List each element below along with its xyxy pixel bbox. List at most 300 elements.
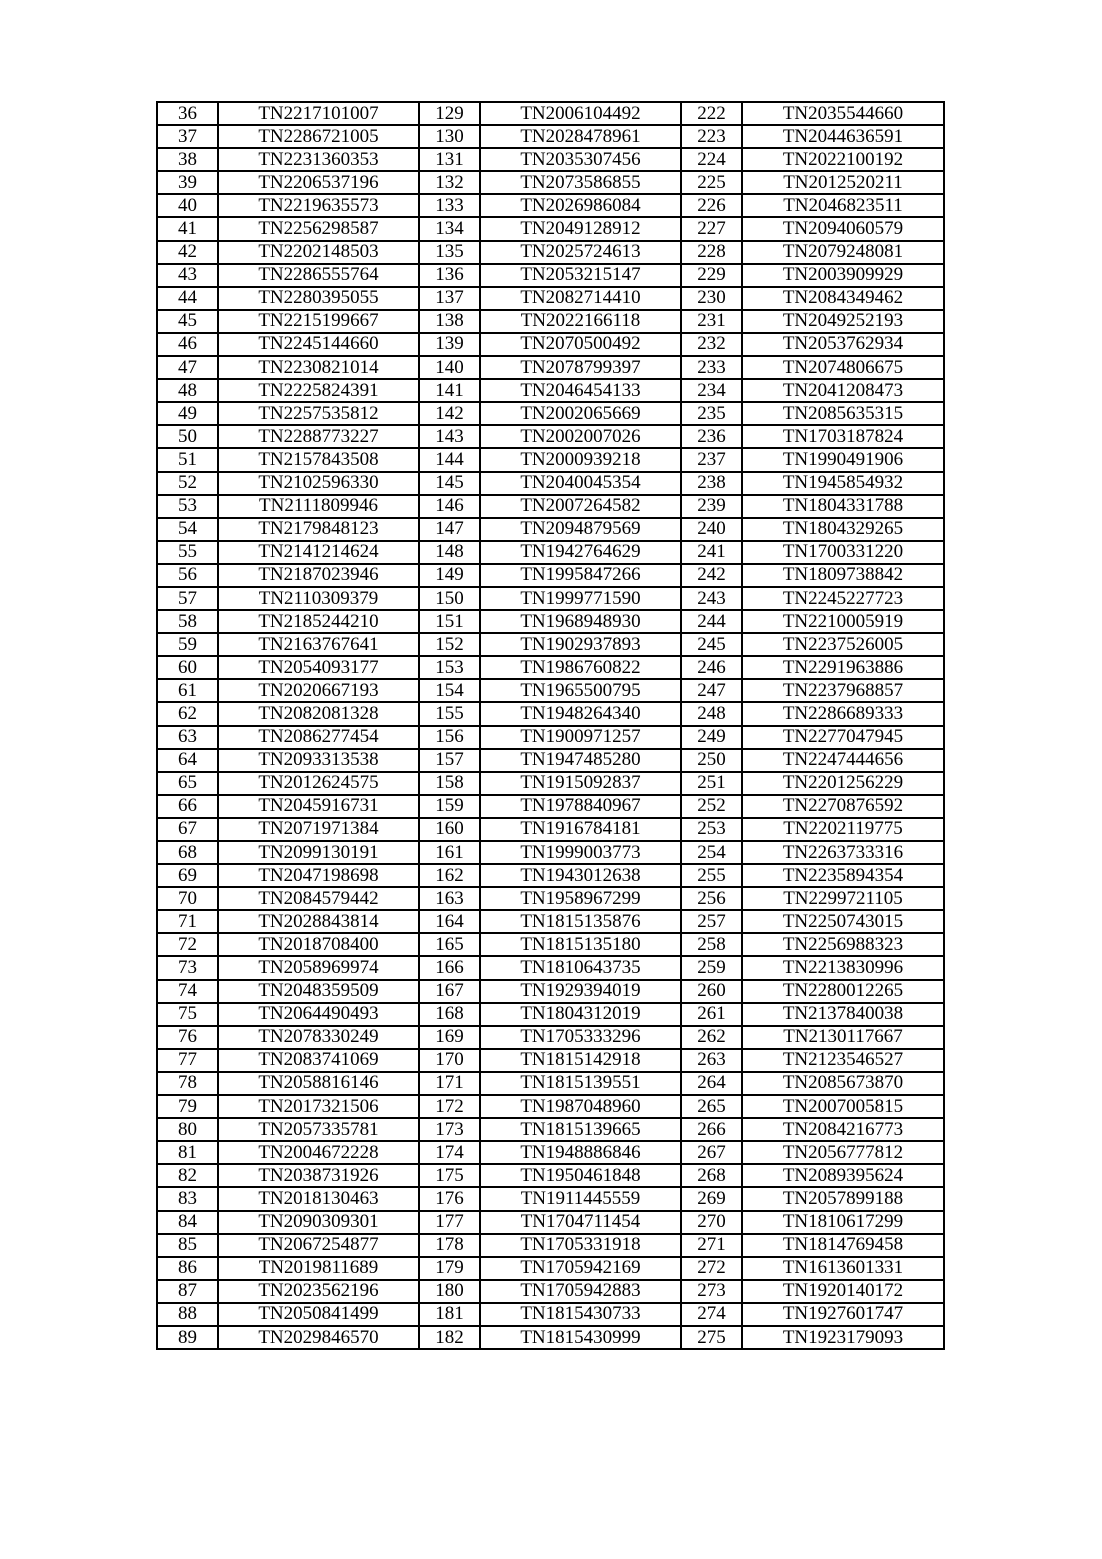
id-number-cell: TN2256988323 (742, 933, 944, 956)
id-number-cell: TN2041208473 (742, 379, 944, 402)
id-number-cell: TN2250743015 (742, 910, 944, 933)
row-number-cell: 262 (681, 1026, 742, 1049)
table-row (157, 933, 944, 956)
row-number-cell: 50 (157, 425, 218, 448)
row-number-cell: 238 (681, 472, 742, 495)
row-number-cell: 129 (419, 102, 480, 125)
row-number-cell: 135 (419, 241, 480, 264)
row-number-cell: 62 (157, 702, 218, 725)
row-number-cell: 155 (419, 702, 480, 725)
id-number-cell: TN2012624575 (218, 772, 419, 795)
row-number-cell: 67 (157, 818, 218, 841)
row-number-cell: 164 (419, 910, 480, 933)
id-number-cell: TN2084349462 (742, 287, 944, 310)
id-number-cell: TN2057899188 (742, 1187, 944, 1210)
table-row (157, 102, 944, 125)
table-row (157, 864, 944, 887)
id-number-cell: TN2002007026 (480, 425, 681, 448)
row-number-cell: 71 (157, 910, 218, 933)
row-number-cell: 257 (681, 910, 742, 933)
id-number-cell: TN2020667193 (218, 679, 419, 702)
table-row (157, 241, 944, 264)
table-row (157, 772, 944, 795)
id-number-cell: TN1815139665 (480, 1118, 681, 1141)
row-number-cell: 272 (681, 1257, 742, 1280)
id-number-cell: TN1613601331 (742, 1257, 944, 1280)
id-number-cell: TN2058816146 (218, 1072, 419, 1095)
row-number-cell: 69 (157, 864, 218, 887)
row-number-cell: 162 (419, 864, 480, 887)
table-row (157, 679, 944, 702)
id-number-cell: TN1810643735 (480, 956, 681, 979)
table-row (157, 1095, 944, 1118)
row-number-cell: 163 (419, 887, 480, 910)
row-number-cell: 182 (419, 1326, 480, 1349)
id-number-cell: TN2049252193 (742, 310, 944, 333)
row-number-cell: 230 (681, 287, 742, 310)
id-number-cell: TN2093313538 (218, 749, 419, 772)
id-number-cell: TN2083741069 (218, 1049, 419, 1072)
id-number-cell: TN2231360353 (218, 148, 419, 171)
table-row (157, 1141, 944, 1164)
id-number-cell: TN2023562196 (218, 1280, 419, 1303)
table-row (157, 1164, 944, 1187)
id-number-cell: TN2086277454 (218, 726, 419, 749)
id-number-cell: TN1943012638 (480, 864, 681, 887)
row-number-cell: 151 (419, 610, 480, 633)
table-row (157, 518, 944, 541)
table-row (157, 333, 944, 356)
id-number-cell: TN1929394019 (480, 980, 681, 1003)
row-number-cell: 241 (681, 541, 742, 564)
row-number-cell: 150 (419, 587, 480, 610)
table-row (157, 564, 944, 587)
row-number-cell: 233 (681, 356, 742, 379)
row-number-cell: 174 (419, 1141, 480, 1164)
row-number-cell: 252 (681, 795, 742, 818)
id-number-cell: TN1920140172 (742, 1280, 944, 1303)
row-number-cell: 225 (681, 171, 742, 194)
row-number-cell: 159 (419, 795, 480, 818)
row-number-cell: 38 (157, 148, 218, 171)
row-number-cell: 173 (419, 1118, 480, 1141)
row-number-cell: 79 (157, 1095, 218, 1118)
id-number-cell: TN1915092837 (480, 772, 681, 795)
row-number-cell: 157 (419, 749, 480, 772)
id-number-cell: TN2007264582 (480, 495, 681, 518)
id-number-cell: TN2017321506 (218, 1095, 419, 1118)
id-number-cell: TN2028843814 (218, 910, 419, 933)
id-number-cell: TN1927601747 (742, 1303, 944, 1326)
id-number-cell: TN2028478961 (480, 125, 681, 148)
id-number-cell: TN1948886846 (480, 1141, 681, 1164)
id-number-cell: TN1900971257 (480, 726, 681, 749)
row-number-cell: 148 (419, 541, 480, 564)
row-number-cell: 141 (419, 379, 480, 402)
row-number-cell: 263 (681, 1049, 742, 1072)
table-row (157, 356, 944, 379)
table-row (157, 1003, 944, 1026)
row-number-cell: 42 (157, 241, 218, 264)
row-number-cell: 138 (419, 310, 480, 333)
row-number-cell: 232 (681, 333, 742, 356)
id-number-cell: TN2012520211 (742, 171, 944, 194)
id-number-cell: TN2288773227 (218, 425, 419, 448)
row-number-cell: 160 (419, 818, 480, 841)
id-number-cell: TN2006104492 (480, 102, 681, 125)
id-number-cell: TN2071971384 (218, 818, 419, 841)
row-number-cell: 88 (157, 1303, 218, 1326)
row-number-cell: 37 (157, 125, 218, 148)
table-row (157, 1118, 944, 1141)
table-row (157, 818, 944, 841)
id-number-cell: TN2045916731 (218, 795, 419, 818)
row-number-cell: 275 (681, 1326, 742, 1349)
id-number-cell: TN1958967299 (480, 887, 681, 910)
row-number-cell: 158 (419, 772, 480, 795)
id-number-cell: TN2299721105 (742, 887, 944, 910)
table-row (157, 1026, 944, 1049)
id-number-cell: TN2270876592 (742, 795, 944, 818)
row-number-cell: 266 (681, 1118, 742, 1141)
id-number-cell: TN2256298587 (218, 217, 419, 240)
row-number-cell: 137 (419, 287, 480, 310)
id-number-cell: TN2277047945 (742, 726, 944, 749)
row-number-cell: 53 (157, 495, 218, 518)
row-number-cell: 153 (419, 656, 480, 679)
id-number-cell: TN2058969974 (218, 956, 419, 979)
row-number-cell: 39 (157, 171, 218, 194)
row-number-cell: 181 (419, 1303, 480, 1326)
id-number-cell: TN1703187824 (742, 425, 944, 448)
row-number-cell: 133 (419, 194, 480, 217)
id-number-cell: TN1987048960 (480, 1095, 681, 1118)
id-number-cell: TN2163767641 (218, 633, 419, 656)
id-number-cell: TN2018130463 (218, 1187, 419, 1210)
row-number-cell: 235 (681, 402, 742, 425)
id-number-cell: TN2082714410 (480, 287, 681, 310)
row-number-cell: 147 (419, 518, 480, 541)
row-number-cell: 269 (681, 1187, 742, 1210)
id-number-cell: TN1815430999 (480, 1326, 681, 1349)
table-row (157, 1303, 944, 1326)
row-number-cell: 64 (157, 749, 218, 772)
table-row (157, 1187, 944, 1210)
row-number-cell: 227 (681, 217, 742, 240)
id-number-cell: TN1990491906 (742, 448, 944, 471)
id-number-cell: TN1815430733 (480, 1303, 681, 1326)
row-number-cell: 140 (419, 356, 480, 379)
row-number-cell: 74 (157, 980, 218, 1003)
id-number-cell: TN2003909929 (742, 264, 944, 287)
id-number-cell: TN1923179093 (742, 1326, 944, 1349)
id-number-cell: TN2049128912 (480, 217, 681, 240)
id-number-cell: TN2206537196 (218, 171, 419, 194)
id-number-cell: TN2079248081 (742, 241, 944, 264)
id-number-cell: TN2004672228 (218, 1141, 419, 1164)
id-number-cell: TN2213830996 (742, 956, 944, 979)
row-number-cell: 169 (419, 1026, 480, 1049)
row-number-cell: 250 (681, 749, 742, 772)
id-number-cell: TN1814769458 (742, 1234, 944, 1257)
row-number-cell: 145 (419, 472, 480, 495)
row-number-cell: 44 (157, 287, 218, 310)
id-number-cell: TN2044636591 (742, 125, 944, 148)
row-number-cell: 258 (681, 933, 742, 956)
row-number-cell: 172 (419, 1095, 480, 1118)
table-row (157, 1257, 944, 1280)
row-number-cell: 66 (157, 795, 218, 818)
id-number-cell: TN2257535812 (218, 402, 419, 425)
table-row (157, 1049, 944, 1072)
row-number-cell: 237 (681, 448, 742, 471)
row-number-cell: 131 (419, 148, 480, 171)
id-number-cell: TN2046823511 (742, 194, 944, 217)
id-number-cell: TN1704711454 (480, 1211, 681, 1234)
row-number-cell: 273 (681, 1280, 742, 1303)
table-row (157, 841, 944, 864)
row-number-cell: 271 (681, 1234, 742, 1257)
row-number-cell: 154 (419, 679, 480, 702)
id-number-cell: TN2047198698 (218, 864, 419, 887)
row-number-cell: 251 (681, 772, 742, 795)
row-number-cell: 144 (419, 448, 480, 471)
id-number-cell: TN2040045354 (480, 472, 681, 495)
id-number-cell: TN2185244210 (218, 610, 419, 633)
id-number-cell: TN2084579442 (218, 887, 419, 910)
row-number-cell: 149 (419, 564, 480, 587)
id-number-cell: TN1986760822 (480, 656, 681, 679)
row-number-cell: 89 (157, 1326, 218, 1349)
table-row (157, 472, 944, 495)
id-number-cell: TN2038731926 (218, 1164, 419, 1187)
id-number-cell: TN2085635315 (742, 402, 944, 425)
id-number-cell: TN2048359509 (218, 980, 419, 1003)
row-number-cell: 249 (681, 726, 742, 749)
id-number-cell: TN2280012265 (742, 980, 944, 1003)
row-number-cell: 177 (419, 1211, 480, 1234)
row-number-cell: 222 (681, 102, 742, 125)
row-number-cell: 228 (681, 241, 742, 264)
id-number-cell: TN2215199667 (218, 310, 419, 333)
row-number-cell: 57 (157, 587, 218, 610)
row-number-cell: 70 (157, 887, 218, 910)
id-number-cell: TN2099130191 (218, 841, 419, 864)
row-number-cell: 134 (419, 217, 480, 240)
row-number-cell: 132 (419, 171, 480, 194)
record-table (156, 101, 945, 1350)
row-number-cell: 75 (157, 1003, 218, 1026)
table-row (157, 887, 944, 910)
table-row (157, 633, 944, 656)
id-number-cell: TN2053215147 (480, 264, 681, 287)
row-number-cell: 167 (419, 980, 480, 1003)
id-number-cell: TN2035307456 (480, 148, 681, 171)
id-number-cell: TN1916784181 (480, 818, 681, 841)
row-number-cell: 179 (419, 1257, 480, 1280)
id-number-cell: TN2070500492 (480, 333, 681, 356)
table-row (157, 125, 944, 148)
table-row (157, 1234, 944, 1257)
row-number-cell: 68 (157, 841, 218, 864)
table-row (157, 448, 944, 471)
id-number-cell: TN1815142918 (480, 1049, 681, 1072)
table-row (157, 702, 944, 725)
id-number-cell: TN2187023946 (218, 564, 419, 587)
id-number-cell: TN2085673870 (742, 1072, 944, 1095)
row-number-cell: 267 (681, 1141, 742, 1164)
id-number-cell: TN1999003773 (480, 841, 681, 864)
row-number-cell: 229 (681, 264, 742, 287)
row-number-cell: 63 (157, 726, 218, 749)
row-number-cell: 156 (419, 726, 480, 749)
row-number-cell: 246 (681, 656, 742, 679)
id-number-cell: TN2237968857 (742, 679, 944, 702)
id-number-cell: TN2102596330 (218, 472, 419, 495)
row-number-cell: 240 (681, 518, 742, 541)
id-number-cell: TN2130117667 (742, 1026, 944, 1049)
row-number-cell: 245 (681, 633, 742, 656)
row-number-cell: 36 (157, 102, 218, 125)
row-number-cell: 80 (157, 1118, 218, 1141)
row-number-cell: 73 (157, 956, 218, 979)
row-number-cell: 65 (157, 772, 218, 795)
table-row (157, 310, 944, 333)
id-number-cell: TN2094879569 (480, 518, 681, 541)
row-number-cell: 130 (419, 125, 480, 148)
id-number-cell: TN2026986084 (480, 194, 681, 217)
row-number-cell: 56 (157, 564, 218, 587)
id-number-cell: TN2157843508 (218, 448, 419, 471)
row-number-cell: 87 (157, 1280, 218, 1303)
id-number-cell: TN2202148503 (218, 241, 419, 264)
id-number-cell: TN1700331220 (742, 541, 944, 564)
id-number-cell: TN2035544660 (742, 102, 944, 125)
id-number-cell: TN1804329265 (742, 518, 944, 541)
row-number-cell: 45 (157, 310, 218, 333)
row-number-cell: 82 (157, 1164, 218, 1187)
id-number-cell: TN1999771590 (480, 587, 681, 610)
row-number-cell: 180 (419, 1280, 480, 1303)
id-number-cell: TN1804331788 (742, 495, 944, 518)
id-number-cell: TN2007005815 (742, 1095, 944, 1118)
table-row (157, 587, 944, 610)
row-number-cell: 51 (157, 448, 218, 471)
id-number-cell: TN1978840967 (480, 795, 681, 818)
row-number-cell: 152 (419, 633, 480, 656)
row-number-cell: 61 (157, 679, 218, 702)
table-row (157, 425, 944, 448)
row-number-cell: 52 (157, 472, 218, 495)
id-number-cell: TN2022100192 (742, 148, 944, 171)
row-number-cell: 83 (157, 1187, 218, 1210)
table-body (157, 102, 944, 1349)
id-number-cell: TN2286555764 (218, 264, 419, 287)
id-number-cell: TN2056777812 (742, 1141, 944, 1164)
table-row (157, 726, 944, 749)
row-number-cell: 40 (157, 194, 218, 217)
id-number-cell: TN2201256229 (742, 772, 944, 795)
row-number-cell: 231 (681, 310, 742, 333)
row-number-cell: 244 (681, 610, 742, 633)
row-number-cell: 268 (681, 1164, 742, 1187)
id-number-cell: TN2053762934 (742, 333, 944, 356)
id-number-cell: TN2064490493 (218, 1003, 419, 1026)
row-number-cell: 49 (157, 402, 218, 425)
id-number-cell: TN1804312019 (480, 1003, 681, 1026)
row-number-cell: 161 (419, 841, 480, 864)
id-number-cell: TN2073586855 (480, 171, 681, 194)
row-number-cell: 84 (157, 1211, 218, 1234)
row-number-cell: 146 (419, 495, 480, 518)
row-number-cell: 139 (419, 333, 480, 356)
row-number-cell: 223 (681, 125, 742, 148)
row-number-cell: 224 (681, 148, 742, 171)
id-number-cell: TN2280395055 (218, 287, 419, 310)
id-number-cell: TN2263733316 (742, 841, 944, 864)
table-row (157, 1280, 944, 1303)
id-number-cell: TN2111809946 (218, 495, 419, 518)
row-number-cell: 142 (419, 402, 480, 425)
id-number-cell: TN1810617299 (742, 1211, 944, 1234)
table-row (157, 148, 944, 171)
row-number-cell: 255 (681, 864, 742, 887)
id-number-cell: TN1705942169 (480, 1257, 681, 1280)
table-row (157, 1211, 944, 1234)
table-row (157, 541, 944, 564)
row-number-cell: 166 (419, 956, 480, 979)
id-number-cell: TN2245227723 (742, 587, 944, 610)
row-number-cell: 48 (157, 379, 218, 402)
id-number-cell: TN2123546527 (742, 1049, 944, 1072)
id-number-cell: TN2082081328 (218, 702, 419, 725)
row-number-cell: 165 (419, 933, 480, 956)
row-number-cell: 59 (157, 633, 218, 656)
id-number-cell: TN2141214624 (218, 541, 419, 564)
row-number-cell: 78 (157, 1072, 218, 1095)
id-number-cell: TN2225824391 (218, 379, 419, 402)
row-number-cell: 264 (681, 1072, 742, 1095)
row-number-cell: 253 (681, 818, 742, 841)
row-number-cell: 58 (157, 610, 218, 633)
row-number-cell: 260 (681, 980, 742, 1003)
id-number-cell: TN2029846570 (218, 1326, 419, 1349)
table-row (157, 379, 944, 402)
id-number-cell: TN1950461848 (480, 1164, 681, 1187)
id-number-cell: TN2074806675 (742, 356, 944, 379)
table-row (157, 980, 944, 1003)
row-number-cell: 242 (681, 564, 742, 587)
table-row (157, 402, 944, 425)
id-number-cell: TN2217101007 (218, 102, 419, 125)
id-number-cell: TN1815139551 (480, 1072, 681, 1095)
id-number-cell: TN2179848123 (218, 518, 419, 541)
id-number-cell: TN2245144660 (218, 333, 419, 356)
row-number-cell: 72 (157, 933, 218, 956)
row-number-cell: 85 (157, 1234, 218, 1257)
row-number-cell: 176 (419, 1187, 480, 1210)
id-number-cell: TN1942764629 (480, 541, 681, 564)
table-row (157, 656, 944, 679)
table-row (157, 610, 944, 633)
id-number-cell: TN2084216773 (742, 1118, 944, 1141)
id-number-cell: TN2230821014 (218, 356, 419, 379)
row-number-cell: 274 (681, 1303, 742, 1326)
id-number-cell: TN1705942883 (480, 1280, 681, 1303)
table-row (157, 1072, 944, 1095)
table-row (157, 264, 944, 287)
row-number-cell: 170 (419, 1049, 480, 1072)
